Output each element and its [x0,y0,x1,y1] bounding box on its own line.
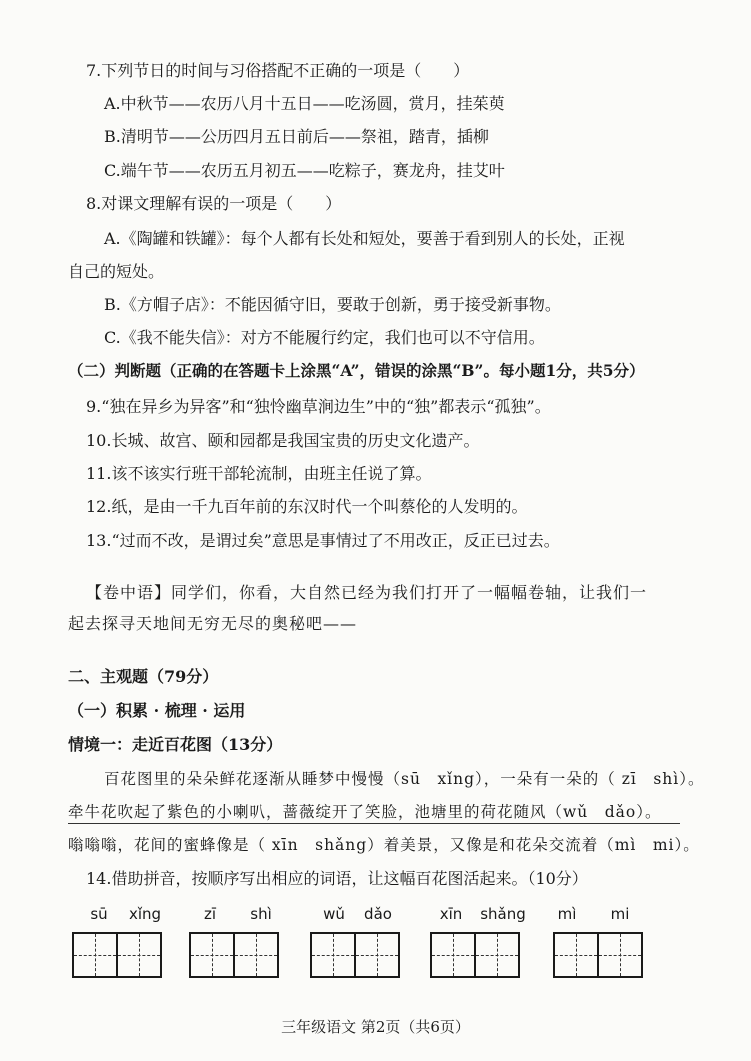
judge-item-13: 13.“过而不改，是谓过矣”意思是事情过了不用改正，反正已过去。 [86,531,560,550]
question-8-option-a-line1: A.《陶罐和铁罐》：每个人都有长处和短处，要善于看到别人的长处，正视 [104,229,625,248]
tianzige-cell[interactable] [430,932,476,978]
pinyin-label: sū [90,905,108,923]
scene-one-title: 情境一：走近百花图（13分） [68,735,283,754]
pinyin-label: mi [610,905,630,923]
judge-item-10: 10.长城、故宫、颐和园都是我国宝贵的历史文化遗产。 [86,431,480,450]
judge-section-header: （二）判断题（正确的在答题卡上涂黑“A”，错误的涂黑“B”。每小题1分，共5分） [68,361,645,380]
pinyin-label: mì [557,905,577,923]
question-8-option-b: B.《方帽子店》：不能因循守旧，要敢于创新，勇于接受新事物。 [104,295,561,314]
tianzige-cell[interactable] [189,932,235,978]
tianzige-cell[interactable] [474,932,520,978]
writing-grid-mimi[interactable] [553,932,641,978]
question-7-option-b: B.清明节——公历四月五日前后——祭祖，踏青，插柳 [104,127,489,146]
tianzige-cell[interactable] [597,932,643,978]
pinyin-label: dǎo [364,905,392,923]
writing-grid-wudao[interactable] [310,932,398,978]
writing-grid-xinshang[interactable] [430,932,518,978]
judge-item-11: 11.该不该实行班干部轮流制，由班主任说了算。 [86,464,432,483]
question-8-option-a-line2: 自己的短处。 [68,262,165,281]
pinyin-label: shǎng [480,905,526,923]
writing-grid-zishi[interactable] [189,932,277,978]
passage-line-3: 嗡嗡嗡，花间的蜜蜂像是（ xīn shǎng）着美景，又像是和花朵交流着（mì mi）。 [68,836,700,854]
question-14-stem: 14.借助拼音，按顺序写出相应的词语，让这幅百花图活起来。（10分） [86,869,588,888]
question-8-stem: 8.对课文理解有误的一项是（ ） [86,194,342,213]
tianzige-cell[interactable] [553,932,599,978]
tianzige-cell[interactable] [72,932,118,978]
pinyin-label: wǔ [323,905,345,923]
interlude-line-1: 【卷中语】同学们，你看，大自然已经为我们打开了一幅幅卷轴，让我们一 [86,583,648,602]
judge-item-9: 9.“独在异乡为异客”和“独怜幽草涧边生”中的“独”都表示“孤独”。 [86,397,551,416]
section-two-title: 二、主观题（79分） [68,667,219,686]
tianzige-cell[interactable] [116,932,162,978]
judge-item-12: 12.纸，是由一千九百年前的东汉时代一个叫蔡伦的人发明的。 [86,497,528,516]
interlude-line-2: 起去探寻天地间无穷无尽的奥秘吧—— [68,614,358,633]
question-7-stem: 7.下列节日的时间与习俗搭配不正确的一项是（ ） [86,61,470,80]
passage-underline [68,823,680,824]
pinyin-label: shì [250,905,272,923]
writing-grid-susing[interactable] [72,932,160,978]
passage-line-2: 牵牛花吹起了紫色的小喇叭，蔷薇绽开了笑脸，池塘里的荷花随风（wǔ dǎo）。 [68,803,662,821]
pinyin-label: xǐng [128,905,162,923]
passage-line-1: 百花图里的朵朵鲜花逐渐从睡梦中慢慢（sū xǐng），一朵有一朵的（ zī shì）。 [104,770,705,788]
tianzige-cell[interactable] [354,932,400,978]
question-8-option-c: C.《我不能失信》：对方不能履行约定，我们也可以不守信用。 [104,328,545,347]
pinyin-label: xīn [439,905,463,923]
tianzige-cell[interactable] [310,932,356,978]
question-7-option-a: A.中秋节——农历八月十五日——吃汤圆，赏月，挂茱萸 [104,94,505,113]
page-footer: 三年级语文 第2页（共6页） [281,1018,470,1036]
subsection-one-title: （一）积累 · 梳理 · 运用 [68,701,246,720]
question-7-option-c: C.端午节——农历五月初五——吃粽子，赛龙舟，挂艾叶 [104,161,505,180]
tianzige-cell[interactable] [233,932,279,978]
pinyin-label: zī [203,905,217,923]
